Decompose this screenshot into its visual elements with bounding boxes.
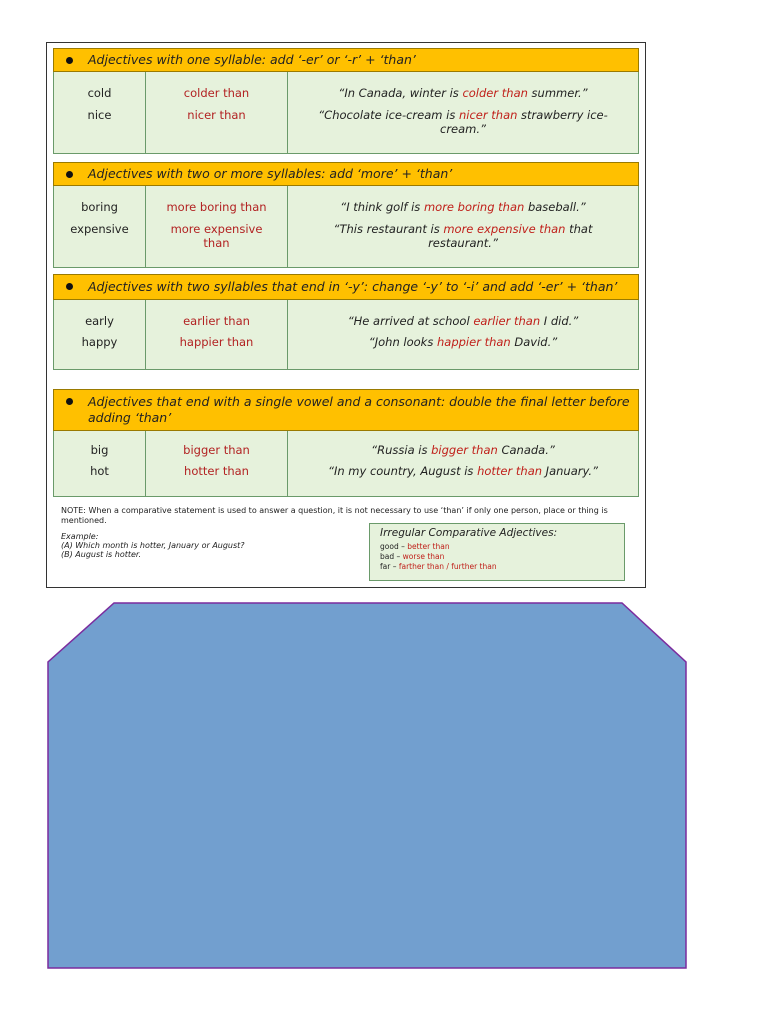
section-heading-text: Adjectives that end with a single vowel and a consonant: double the final letter before adding ‘than’ [88,394,630,425]
irregular-title: Irregular Comparative Adjectives: [380,527,558,539]
comparative-cell: colder than [183,86,250,100]
comparative-cell: happier than [179,335,254,349]
example-sentence: “In Canada, winter is colder than summer.” [338,86,588,100]
example-sentence: “Russia is bigger than Canada.” [371,443,555,457]
comparative-cell: nicer than [187,108,246,122]
section-heading-text: Adjectives with one syllable: add ‘-er’ or ‘-r’ + ‘than’ [88,52,416,67]
adjective-cell: early [85,314,114,328]
example-sentence: “He arrived at school earlier than I did.” [347,314,579,328]
example-question: (A) Which month is hotter, January or August? [61,541,245,550]
section-heading-text: Adjectives with two or more syllables: add ‘more’ + ‘than’ [88,166,453,181]
example-sentence: “I think golf is more boring than baseball.” [340,200,586,214]
irregular-item: good – better than [380,542,450,551]
example-sentence: “John looks happier than David.” [368,335,558,349]
adjective-cell: boring [81,200,118,214]
comparative-cell: hotter than [184,464,249,478]
adjective-cell: happy [81,335,118,349]
blue-snipped-rectangle [48,603,686,968]
example-label: Example: [61,532,99,541]
irregular-item: far – farther than / further than [380,562,497,571]
comparative-cell: more expensive than [170,222,263,250]
comparative-cell: bigger than [183,443,250,457]
adjective-cell: cold [87,86,112,100]
example-sentence: “Chocolate ice-cream is nicer than strawberry ice-cream.” [318,108,608,136]
note-text: NOTE: When a comparative statement is used to answer a question, it is not necessary to use ‘than’ if only one person, place or thing is mentioned. [61,506,608,525]
adjective-cell: hot [90,464,109,478]
section-heading-text: Adjectives with two syllables that end in ‘-y’: change ‘-y’ to ‘-i’ and add ‘-er’ + ‘than’ [88,279,618,294]
comparative-cell: earlier than [183,314,250,328]
comparative-cell: more boring than [166,200,267,214]
example-answer: (B) August is hotter. [61,550,142,559]
example-sentence: “This restaurant is more expensive than that restaurant.” [333,222,593,250]
adjective-cell: nice [87,108,112,122]
example-sentence: “In my country, August is hotter than January.” [327,464,599,478]
adjective-cell: big [90,443,109,457]
adjective-cell: expensive [70,222,129,236]
irregular-item: bad – worse than [380,552,445,561]
